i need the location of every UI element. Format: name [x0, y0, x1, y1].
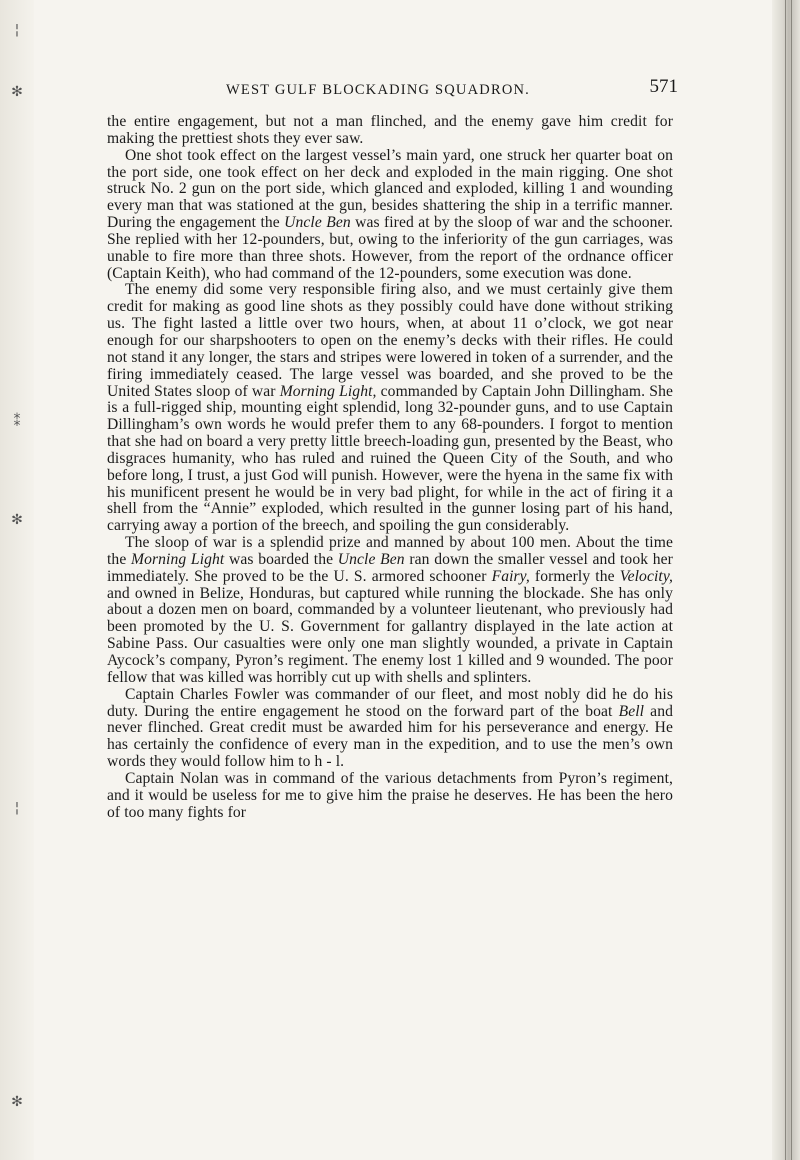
page-header: [108, 76, 678, 106]
paragraph: The enemy did some very responsible firing also, and we must certainly give them credit for making as good line shots as they possibly could have done without striking us. The fight lasted a little over two hours, when, at about 11 o’clock, we got near enough for our sharpshooters to open on the enemy’s decks with their rifles. He could not stand it any longer, the stars and stripes were lowered in token of a surrender, and the firing immediately ceased. The large vessel was boarded, and she proved to be the United States sloop of war Morning Light, commanded by Captain John Dillingham. She is a full-rigged ship, mounting eight splendid, long 32-pounder guns, and to use Captain Dillingham’s own words he would prefer them to any 68-pounders. I forgot to mention that she had on board a very pretty little breech-loading gun, presented by the Beast, who disgraces humanity, who has ruled and ruined the Queen City of the South, and who before long, I trust, a just God will punish. However, were the hyena in the same fix with his munificent present he would be in very bad plight, for while in the act of firing it a shell from the “Annie” exploded, which resulted in the gunner losing part of his hand, carrying away a portion of the breech, and spoiling the gun considerably.: [107, 281, 673, 535]
gutter-mark-icon: ¦: [14, 22, 20, 38]
page-edge-line: [785, 0, 786, 1160]
running-head: WEST GULF BLOCKADING SQUADRON.: [226, 82, 530, 98]
vessel-name: Uncle Ben: [284, 214, 351, 232]
vessel-name: Uncle Ben: [337, 550, 405, 568]
page-number: 571: [649, 76, 678, 97]
gutter-mark-icon: ✻: [11, 1094, 23, 1110]
vessel-name: Fairy,: [491, 567, 530, 585]
vessel-name: Morning Light,: [279, 382, 377, 400]
paragraph: the entire engagement, but not a man flinched, and the enemy gave him credit for making the prettiest shots they ever saw.: [107, 113, 673, 147]
vessel-name: Morning Light: [131, 550, 225, 568]
vessel-name: Velocity,: [619, 567, 673, 585]
paragraph: Captain Nolan was in command of the various detachments from Pyron’s regiment, and it would be useless for me to give him the praise he deserves. He has been the hero of too many fights for: [107, 769, 673, 821]
gutter-mark-icon: ¦: [14, 800, 20, 816]
binding-edge: [0, 0, 34, 1160]
paragraph: One shot took effect on the largest vessel’s main yard, one struck her quarter boat on the port side, one took effect on her deck and exploded in the main rigging. One shot struck No. 2 gun on the port side, which glanced and exploded, killing 1 and wounding every man that was stationed at the gun, besides shattering the ship in a terrific manner. During the engagement the Uncle Ben was fired at by the sloop of war and the schooner. She replied with her 12-pounders, but, owing to the inferiority of the gun carriages, was unable to fire more than three shots. However, from the report of the ordnance officer (Captain Keith), who had command of the 12-pounders, some execution was done.: [107, 146, 673, 282]
gutter-mark-icon: ✻: [11, 512, 23, 528]
page-edge-line: [791, 0, 792, 1160]
page-edge-shadow: [772, 0, 800, 1160]
paragraph: The sloop of war is a splendid prize and manned by about 100 men. About the time the Morning Light was boarded the Uncle Ben ran down the smaller vessel and took her immediately. She proved to be the U. S. armored schooner Fairy, formerly the Velocity, and owned in Belize, Honduras, but captured while running the blockade. She has only about a dozen men on board, commanded by a volunteer lieutenant, who previously had been promoted by the U. S. Government for gallantry displayed in the late action at Sabine Pass. Our casualties were only one man slightly wounded, a private in Captain Aycock’s company, Pyron’s regiment. The enemy lost 1 killed and 9 wounded. The poor fellow that was killed was horribly cut up with shells and splinters.: [107, 534, 673, 686]
body-text: [107, 114, 673, 821]
vessel-name: Bell: [618, 702, 645, 720]
gutter-mark-icon: ✻: [11, 84, 23, 100]
gutter-mark-icon: ⁑: [13, 414, 21, 430]
paragraph: Captain Charles Fowler was commander of our fleet, and most nobly did he do his duty. During the entire engagement he stood on the forward part of the boat Bell and never flinched. Great credit must be awarded him for his perseverance and energy. He has certainly the confidence of every man in the expedition, and to use the men’s own words they would follow him to h - l.: [107, 685, 673, 771]
